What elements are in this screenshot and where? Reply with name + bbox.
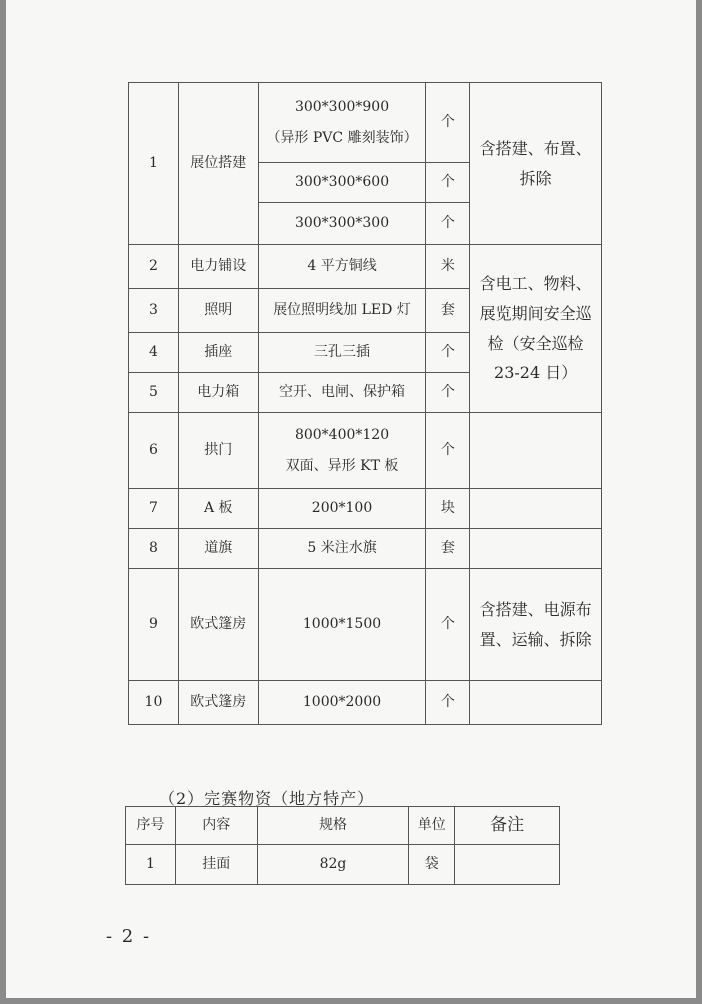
- section-title: （2）完赛物资（地方特产）: [159, 789, 375, 808]
- unit-cell: 米: [426, 245, 470, 289]
- spec-cell: 展位照明线加 LED 灯: [258, 289, 426, 333]
- spec-cell: 300*300*600: [258, 163, 426, 203]
- row-number: 5: [129, 373, 179, 413]
- unit-cell: 块: [426, 489, 470, 529]
- header-spec: 规格: [257, 807, 409, 845]
- spec-line: 双面、异形 KT 板: [285, 457, 399, 474]
- unit-cell: 个: [426, 83, 470, 163]
- unit-cell: 套: [426, 529, 470, 569]
- spec-cell: 200*100: [258, 489, 426, 529]
- row-number: 7: [129, 489, 179, 529]
- spec-cell: [258, 413, 426, 489]
- item-name: 电力箱: [178, 373, 258, 413]
- note-cell: [470, 681, 602, 725]
- table-row: [129, 83, 602, 163]
- unit-cell: 个: [426, 333, 470, 373]
- item-name: 欧式篷房: [178, 681, 258, 725]
- spec-cell: 300*300*300: [258, 203, 426, 245]
- item-name: A 板: [178, 489, 258, 529]
- note-cell: [470, 413, 602, 489]
- row-number: 4: [129, 333, 179, 373]
- row-number: 1: [129, 83, 179, 245]
- table-row: [129, 569, 602, 681]
- unit-cell: 个: [426, 163, 470, 203]
- note-cell: [455, 845, 560, 885]
- item-name: 道旗: [178, 529, 258, 569]
- header-content: 内容: [175, 807, 257, 845]
- row-number: 2: [129, 245, 179, 289]
- spec-cell: 5 米注水旗: [258, 529, 426, 569]
- note-cell: 含搭建、布置、拆除: [470, 83, 602, 245]
- note-cell: [470, 489, 602, 529]
- content-cell: 挂面: [175, 845, 257, 885]
- note-cell: 含电工、物料、展览期间安全巡检（安全巡检 23-24 日）: [470, 245, 602, 413]
- table-row: [129, 413, 602, 489]
- note-cell: [470, 529, 602, 569]
- equipment-table: [128, 82, 602, 725]
- row-number: 10: [129, 681, 179, 725]
- unit-cell: 个: [426, 413, 470, 489]
- item-name: 欧式篷房: [178, 569, 258, 681]
- item-name: 电力铺设: [178, 245, 258, 289]
- unit-cell: 个: [426, 681, 470, 725]
- spec-cell: [258, 83, 426, 163]
- unit-cell: 个: [426, 203, 470, 245]
- unit-cell: 套: [426, 289, 470, 333]
- spec-cell: 4 平方铜线: [258, 245, 426, 289]
- spec-line: （异形 PVC 雕刻装饰）: [266, 129, 418, 146]
- table-header-row: [126, 807, 560, 845]
- row-number: 9: [129, 569, 179, 681]
- unit-cell: 袋: [409, 845, 455, 885]
- unit-cell: 个: [426, 569, 470, 681]
- finisher-supplies-table: [125, 806, 560, 885]
- spec-cell: 空开、电闸、保护箱: [258, 373, 426, 413]
- table-row: [129, 529, 602, 569]
- spec-cell: 三孔三插: [258, 333, 426, 373]
- note-cell: 含搭建、电源布置、运输、拆除: [470, 569, 602, 681]
- unit-cell: 个: [426, 373, 470, 413]
- row-number: 6: [129, 413, 179, 489]
- document-page: [6, 0, 696, 998]
- row-number: 3: [129, 289, 179, 333]
- page-number: - 2 -: [106, 926, 152, 947]
- spec-cell: 1000*1500: [258, 569, 426, 681]
- spec-line: 800*400*120: [294, 426, 390, 443]
- table-row: [129, 245, 602, 289]
- header-note: 备注: [455, 807, 560, 845]
- item-name: 拱门: [178, 413, 258, 489]
- row-number: 8: [129, 529, 179, 569]
- header-no: 序号: [126, 807, 176, 845]
- spec-cell: 1000*2000: [258, 681, 426, 725]
- row-number: 1: [126, 845, 176, 885]
- table-row: [129, 489, 602, 529]
- spec-cell: 82g: [257, 845, 409, 885]
- spec-line: 300*300*900: [294, 98, 390, 115]
- table-row: [126, 845, 560, 885]
- item-name: 展位搭建: [178, 83, 258, 245]
- header-unit: 单位: [409, 807, 455, 845]
- item-name: 照明: [178, 289, 258, 333]
- item-name: 插座: [178, 333, 258, 373]
- table-row: [129, 681, 602, 725]
